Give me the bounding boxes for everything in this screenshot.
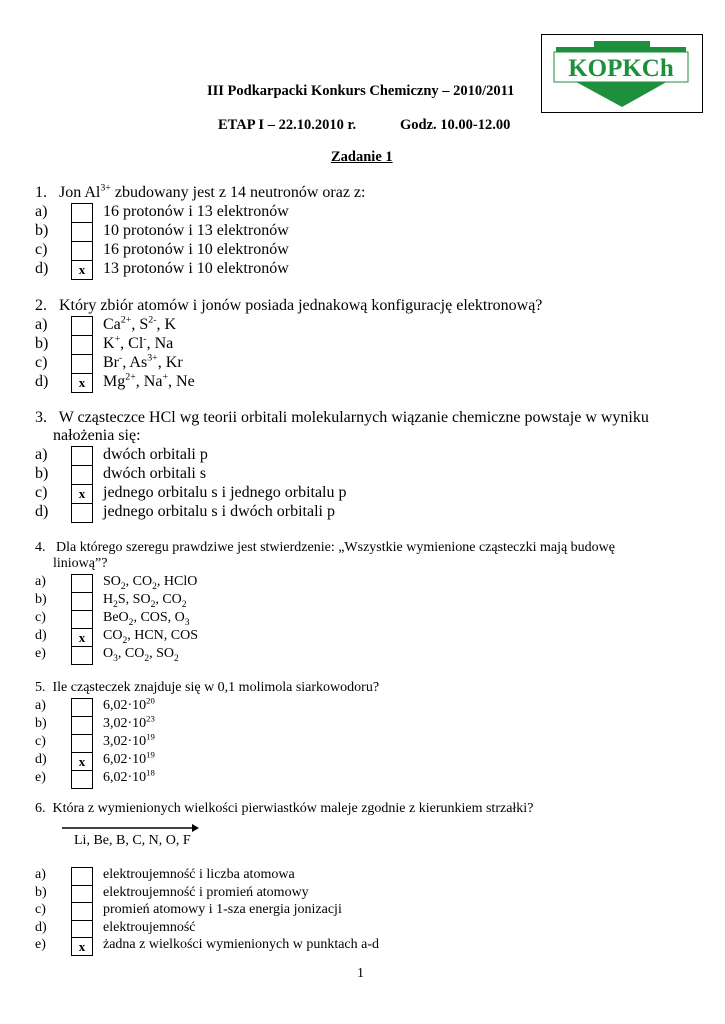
option-text: $O_3$, $CO_2$, $SO_2$ — [103, 646, 179, 664]
answer-checkbox[interactable]: x — [71, 752, 93, 771]
option-label: a) — [35, 574, 46, 589]
answer-option — [0, 484, 700, 503]
answer-checkbox[interactable] — [71, 503, 93, 523]
stage-date: ETAP I – 22.10.2010 r. — [218, 117, 357, 133]
option-label: a) — [35, 698, 46, 713]
question-6: 6. Która z wymienionych wielkości pierwiastków maleje zgodnie z kierunkiem strzałki? — [35, 801, 534, 816]
question-number: 1. — [35, 184, 47, 201]
question-3: 3. W cząsteczce HCl wg teorii orbitali molekularnych wiązanie chemiczne powstaje w wyniku — [35, 409, 649, 426]
answer-option — [0, 695, 700, 716]
option-text: $CO_2$, HCN, COS — [103, 628, 199, 646]
option-label: a) — [35, 867, 46, 882]
answer-checkbox[interactable] — [71, 465, 93, 485]
option-label: c) — [35, 241, 48, 258]
option-label: b) — [35, 335, 49, 352]
option-text: 13 protonów i 10 elektronów — [103, 260, 289, 277]
answer-option — [0, 446, 700, 465]
option-text: $SO_2$, $CO_2$, HClO — [103, 574, 198, 592]
option-label: c) — [35, 610, 46, 625]
logo-text: KOPKCh — [568, 55, 674, 82]
answer-checkbox[interactable] — [71, 203, 93, 223]
question-number: 2. — [35, 297, 47, 314]
option-label: d) — [35, 260, 49, 277]
option-label: e) — [35, 646, 46, 661]
answer-checkbox[interactable]: x — [71, 937, 93, 956]
option-text: 16 protonów i 13 elektronów — [103, 203, 289, 220]
answer-checkbox[interactable] — [71, 646, 93, 665]
option-text: $6,02\cdot 10^{18}$ — [103, 767, 155, 785]
question-3-cont: nałożenia się: — [53, 427, 141, 444]
option-text: K+, Cl-, Na — [103, 333, 174, 352]
answer-option — [0, 592, 700, 610]
option-text: $3,02\cdot 10^{23}$ — [103, 713, 155, 731]
option-label: e) — [35, 937, 46, 952]
answer-option — [0, 902, 700, 920]
question-2: 2. Który zbiór atomów i jonów posiada jednakową konfigurację elektronową? — [35, 297, 543, 314]
page-number: 1 — [357, 966, 364, 981]
option-text: jednego orbitalu s i dwóch orbitali p — [103, 503, 335, 520]
option-label: d) — [35, 373, 49, 390]
option-label: b) — [35, 885, 47, 900]
answer-option — [0, 503, 700, 522]
option-label: d) — [35, 752, 47, 767]
answer-checkbox[interactable]: x — [71, 628, 93, 647]
answer-option — [0, 767, 700, 788]
kopkch-logo — [541, 34, 703, 113]
answer-option — [0, 335, 700, 354]
question-4-cont: liniową”? — [53, 556, 108, 571]
option-text: $3,02\cdot 10^{19}$ — [103, 731, 155, 749]
answer-checkbox[interactable] — [71, 698, 93, 717]
answer-checkbox[interactable] — [71, 770, 93, 789]
option-label: d) — [35, 503, 49, 520]
answer-option — [0, 203, 700, 222]
option-text: $6,02\cdot 10^{19}$ — [103, 749, 155, 767]
answer-option — [0, 937, 700, 955]
option-text: dwóch orbitali p — [103, 446, 208, 463]
answer-checkbox[interactable]: x — [71, 260, 93, 280]
option-text: jednego orbitalu s i jednego orbitalu p — [103, 484, 347, 501]
answer-checkbox[interactable]: x — [71, 373, 93, 393]
option-label: a) — [35, 316, 48, 333]
answer-checkbox[interactable] — [71, 610, 93, 629]
question-number: 4. — [35, 540, 46, 555]
option-label: b) — [35, 592, 47, 607]
answer-checkbox[interactable] — [71, 316, 93, 336]
option-label: c) — [35, 902, 46, 917]
answer-option — [0, 610, 700, 628]
answer-checkbox[interactable] — [71, 335, 93, 355]
question-number: 5. — [35, 680, 46, 695]
logo-graphic — [542, 35, 702, 112]
answer-option — [0, 749, 700, 770]
answer-option — [0, 354, 700, 373]
option-text: Br-, $As^{3+}$, Kr — [103, 352, 183, 371]
answer-checkbox[interactable] — [71, 574, 93, 593]
option-text: 16 protonów i 10 elektronów — [103, 241, 289, 258]
answer-option — [0, 316, 700, 335]
option-label: a) — [35, 203, 48, 220]
answer-option — [0, 920, 700, 938]
option-text: 10 protonów i 13 elektronów — [103, 222, 289, 239]
answer-checkbox[interactable] — [71, 902, 93, 921]
option-text: BeO$_2$, COS, $O_3$ — [103, 610, 190, 628]
answer-option — [0, 373, 700, 392]
question-number: 3. — [35, 409, 47, 426]
answer-checkbox[interactable] — [71, 867, 93, 886]
answer-option — [0, 628, 700, 646]
answer-option — [0, 731, 700, 752]
option-label: c) — [35, 734, 46, 749]
answer-checkbox[interactable] — [71, 241, 93, 261]
option-label: b) — [35, 465, 49, 482]
option-label: b) — [35, 716, 47, 731]
option-label: a) — [35, 446, 48, 463]
option-text: $H_2S$, $SO_2$, $CO_2$ — [103, 592, 187, 610]
option-label: e) — [35, 770, 46, 785]
option-text: elektroujemność — [103, 920, 196, 935]
contest-title: III Podkarpacki Konkurs Chemiczny – 2010/2011 — [207, 83, 515, 99]
option-text: $6,02\cdot 10^{20}$ — [103, 695, 155, 713]
answer-checkbox[interactable]: x — [71, 484, 93, 504]
question-4: 4. Dla którego szeregu prawdziwe jest stwierdzenie: „Wszystkie wymienione cząsteczki mają budowę — [35, 540, 616, 555]
option-text: żadna z wielkości wymienionych w punktach a-d — [103, 937, 380, 952]
question-5: 5. Ile cząsteczek znajduje się w 0,1 molimola siarkowodoru? — [35, 680, 380, 695]
option-text: promień atomowy i 1-sza energia jonizacji — [103, 902, 342, 917]
option-text: elektroujemność i liczba atomowa — [103, 867, 295, 882]
answer-option — [0, 222, 700, 241]
answer-option — [0, 885, 700, 903]
question-1: 1. Jon $Al^{3+}$ zbudowany jest z 14 neutronów oraz z: — [35, 182, 366, 201]
answer-checkbox[interactable] — [71, 446, 93, 466]
option-label: c) — [35, 484, 48, 501]
answer-option — [0, 867, 700, 885]
option-text: elektroujemność i promień atomowy — [103, 885, 309, 900]
answer-checkbox[interactable] — [71, 222, 93, 242]
option-label: d) — [35, 628, 47, 643]
answer-option — [0, 646, 700, 664]
answer-checkbox[interactable] — [71, 354, 93, 374]
answer-option — [0, 260, 700, 279]
answer-option — [0, 241, 700, 260]
option-label: d) — [35, 920, 47, 935]
task-title: Zadanie 1 — [331, 149, 393, 165]
answer-checkbox[interactable] — [71, 734, 93, 753]
answer-option — [0, 465, 700, 484]
element-series: Li, Be, B, C, N, O, F — [74, 833, 191, 848]
option-label: c) — [35, 354, 48, 371]
answer-option — [0, 574, 700, 592]
option-label: b) — [35, 222, 49, 239]
answer-checkbox[interactable] — [71, 716, 93, 735]
answer-option — [0, 713, 700, 734]
question-number: 6. — [35, 801, 46, 816]
exam-hours: Godz. 10.00-12.00 — [400, 117, 511, 133]
option-text: $Ca^{2+}$, $S^{2-}$, K — [103, 314, 177, 333]
answer-checkbox[interactable] — [71, 592, 93, 611]
option-text: dwóch orbitali s — [103, 465, 207, 482]
option-text: $Mg^{2+}$, Na+, Ne — [103, 371, 195, 390]
